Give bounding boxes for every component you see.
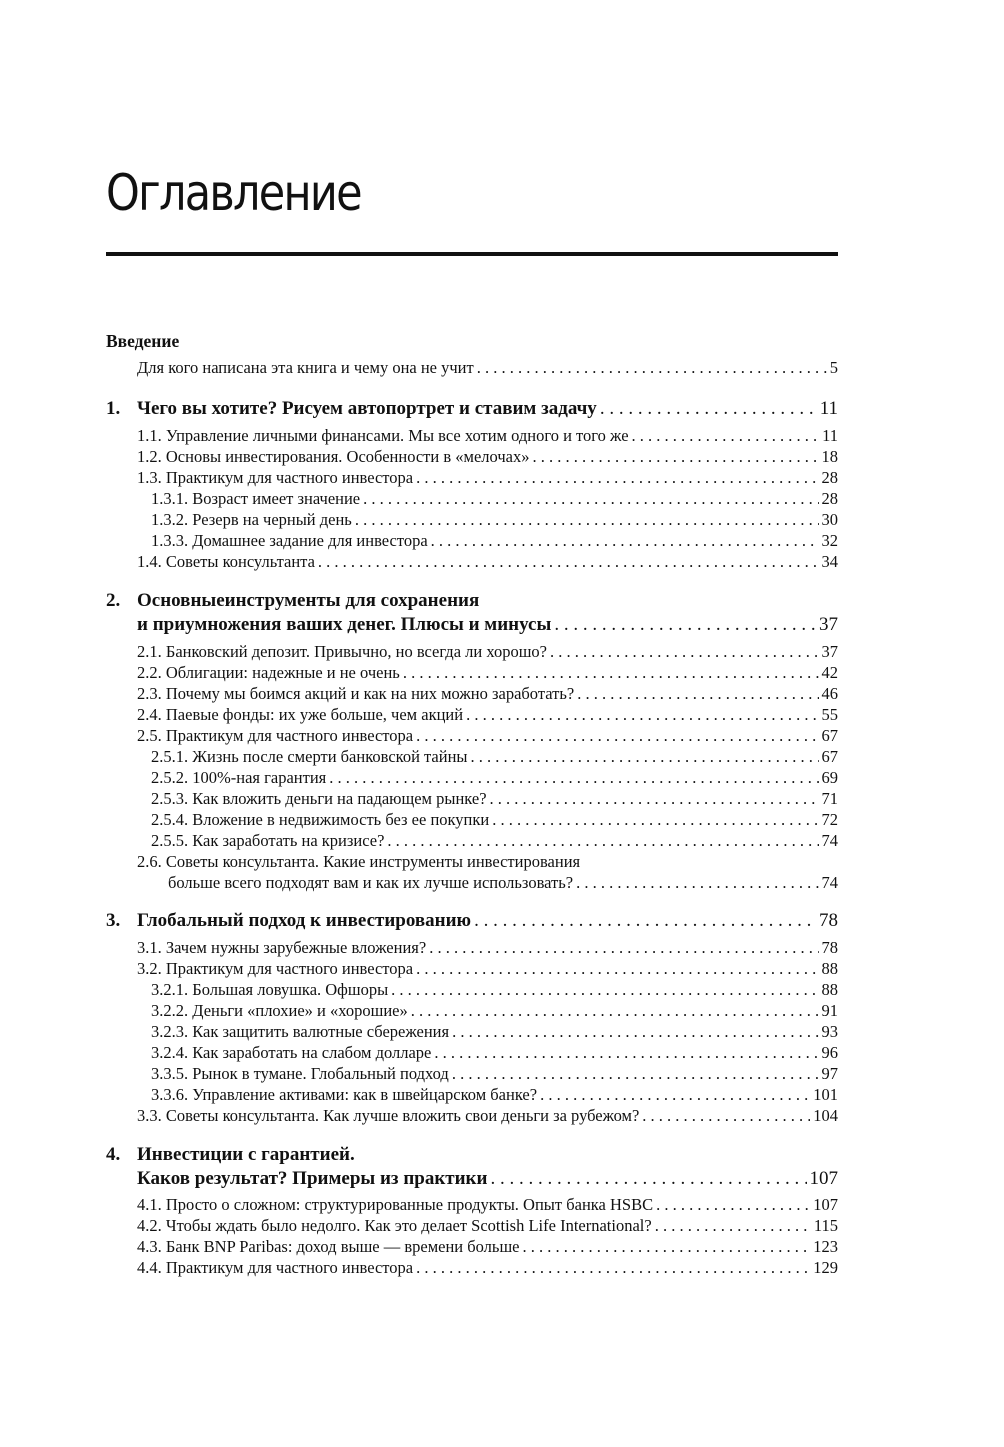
dot-leader	[576, 873, 818, 893]
toc-entry-title: 2.3. Почему мы боимся акций и как на них можно заработать?	[137, 684, 575, 703]
toc-entry-page: 37	[821, 642, 838, 661]
toc-entry-title: 2.1. Банковский депозит. Привычно, но всегда ли хорошо?	[137, 642, 547, 661]
toc-entry-title: 1.4. Советы консультанта	[137, 552, 315, 571]
toc-entry-page: 67	[821, 747, 838, 766]
toc-entry-page: 67	[821, 726, 838, 745]
chapter-number: 1.	[106, 398, 121, 419]
toc-entry-title: 2.5.5. Как заработать на кризисе?	[151, 831, 385, 850]
dot-leader	[416, 468, 818, 488]
dot-leader	[492, 810, 818, 830]
toc-entry-title: 2.5.1. Жизнь после смерти банковской тайны	[151, 747, 468, 766]
toc-entry-page: 55	[821, 705, 838, 724]
dot-leader	[387, 831, 818, 851]
toc-entry-page: 88	[821, 959, 838, 978]
chapter-number: 4.	[106, 1144, 121, 1165]
toc-entry-page: 123	[813, 1237, 838, 1256]
title-rule	[106, 252, 838, 256]
toc-entry-page: 28	[821, 468, 838, 487]
dot-leader	[656, 1195, 810, 1215]
toc-entry-title: 3.2.2. Деньги «плохие» и «хорошие»	[151, 1001, 408, 1020]
intro-heading: Введение	[106, 331, 180, 351]
toc-entry-page: 72	[821, 810, 838, 829]
toc-entry	[0, 1258, 1004, 1282]
chapter-page: 78	[819, 910, 838, 931]
chapter-page: 107	[809, 1168, 838, 1189]
toc-entry-page: 96	[821, 1043, 838, 1062]
dot-leader	[471, 747, 819, 767]
toc-entry-title: 4.3. Банк BNP Paribas: доход выше — времени больше	[137, 1237, 520, 1256]
dot-leader	[474, 910, 816, 932]
toc-entry-title: 3.3.6. Управление активами: как в швейцарском банке?	[151, 1085, 538, 1104]
dot-leader	[318, 552, 819, 572]
toc-entry-page: 93	[821, 1022, 838, 1041]
toc-entry-title: 1.3.1. Возраст имеет значение	[151, 489, 361, 508]
toc-entry-page: 28	[821, 489, 838, 508]
dot-leader	[431, 531, 819, 551]
chapter-title-line: и приумножения ваших денег. Плюсы и минусы	[137, 614, 552, 635]
toc-entry-page: 78	[821, 938, 838, 957]
dot-leader	[329, 768, 818, 788]
toc-entry-title: 1.2. Основы инвестирования. Особенности в «мелочах»	[137, 447, 530, 466]
toc-entry-page: 101	[813, 1085, 838, 1104]
toc-entry-page: 71	[821, 789, 838, 808]
dot-leader	[411, 1001, 819, 1021]
dot-leader	[522, 1237, 810, 1257]
dot-leader	[429, 938, 818, 958]
toc-entry-page: 32	[821, 531, 838, 550]
dot-leader	[632, 426, 820, 446]
toc-entry-page: 46	[821, 684, 838, 703]
chapter-heading	[0, 1144, 1004, 1168]
toc-entry-title: 3.2.1. Большая ловушка. Офшоры	[151, 980, 389, 999]
toc-entry-page: 107	[813, 1195, 838, 1214]
dot-leader	[550, 642, 819, 662]
toc-entry-title: Для кого написана эта книга и чему она не учит	[137, 358, 474, 377]
chapter-title-line: Инвестиции с гарантией.	[137, 1144, 355, 1165]
dot-leader	[490, 1168, 806, 1190]
toc-entry-page: 115	[813, 1216, 838, 1235]
toc-entry-page: 104	[813, 1106, 838, 1125]
dot-leader	[452, 1064, 819, 1084]
toc-entry-title: 2.5.2. 100%-ная гарантия	[151, 768, 327, 787]
toc-entry-page: 42	[821, 663, 838, 682]
toc-entry-continued	[0, 873, 1004, 897]
dot-leader	[416, 726, 818, 746]
dot-leader	[452, 1022, 818, 1042]
toc-entry-page: 11	[822, 426, 838, 445]
dot-leader	[391, 980, 818, 1000]
page-title: Оглавление	[106, 164, 361, 222]
dot-leader	[466, 705, 818, 725]
chapter-page: 37	[819, 614, 838, 635]
toc-entry-title: 1.3.2. Резерв на черный день	[151, 510, 352, 529]
toc-entry-title: 1.3.3. Домашнее задание для инвестора	[151, 531, 428, 550]
toc-entry-title: 2.4. Паевые фонды: их уже больше, чем акций	[137, 705, 464, 724]
toc-entry-page: 97	[821, 1064, 838, 1083]
dot-leader	[403, 663, 819, 683]
toc-entry-title: 1.1. Управление личными финансами. Мы все хотим одного и того же	[137, 426, 629, 445]
chapter-title: Чего вы хотите? Рисуем автопортрет и ставим задачу	[137, 398, 597, 419]
toc-entry-title: 3.1. Зачем нужны зарубежные вложения?	[137, 938, 427, 957]
toc-entry-title-line: больше всего подходят вам и как их лучше использовать?	[168, 873, 574, 892]
toc-entry-title: 3.2. Практикум для частного инвестора	[137, 959, 414, 978]
toc-entry-page: 5	[829, 358, 838, 377]
toc-entry-page: 69	[821, 768, 838, 787]
toc-entry-title: 4.2. Чтобы ждать было недолго. Как это делает Scottish Life International?	[137, 1216, 652, 1235]
toc-entry-page: 74	[821, 831, 838, 850]
toc-entry-title: 2.5.4. Вложение в недвижимость без ее покупки	[151, 810, 490, 829]
toc-entry-page: 18	[821, 447, 838, 466]
chapter-number: 3.	[106, 910, 121, 931]
toc-entry-title: 3.3.5. Рынок в тумане. Глобальный подход	[151, 1064, 449, 1083]
dot-leader	[554, 614, 816, 636]
toc-entry-title: 4.1. Просто о сложном: структурированные продукты. Опыт банка HSBC	[137, 1195, 654, 1214]
toc-entry-title: 4.4. Практикум для частного инвестора	[137, 1258, 414, 1277]
dot-leader	[540, 1085, 810, 1105]
dot-leader	[490, 789, 819, 809]
dot-leader	[532, 447, 818, 467]
toc-entry-title: 1.3. Практикум для частного инвестора	[137, 468, 414, 487]
toc-entry	[0, 1106, 1004, 1130]
dot-leader	[600, 398, 817, 420]
chapter-heading-continued	[0, 1168, 1004, 1192]
toc-entry-title: 2.5.3. Как вложить деньги на падающем рынке?	[151, 789, 487, 808]
toc-entry-title: 3.2.3. Как защитить валютные сбережения	[151, 1022, 450, 1041]
toc-entry-page: 30	[821, 510, 838, 529]
chapter-heading	[0, 910, 1004, 934]
toc-entry-title: 3.3. Советы консультанта. Как лучше вложить свои деньги за рубежом?	[137, 1106, 640, 1125]
dot-leader	[355, 510, 819, 530]
chapter-number: 2.	[106, 590, 121, 611]
chapter-heading-continued	[0, 614, 1004, 638]
chapter-heading	[0, 590, 1004, 614]
toc-entry-title: 3.2.4. Как заработать на слабом долларе	[151, 1043, 432, 1062]
toc-entry-page: 74	[821, 873, 838, 892]
dot-leader	[477, 358, 827, 378]
chapter-title-line: Основныеинструменты для сохранения	[137, 590, 480, 611]
chapter-heading	[0, 398, 1004, 422]
chapter-title-line: Каков результат? Примеры из практики	[137, 1168, 488, 1189]
toc-entry-page: 34	[821, 552, 838, 571]
toc-entry	[0, 552, 1004, 576]
chapter-page: 11	[819, 398, 838, 419]
toc-entry-page: 88	[821, 980, 838, 999]
dot-leader	[577, 684, 818, 704]
toc-entry	[0, 358, 1004, 382]
dot-leader	[655, 1216, 811, 1236]
toc-entry-page: 129	[813, 1258, 838, 1277]
dot-leader	[416, 1258, 810, 1278]
toc-entry-page: 91	[821, 1001, 838, 1020]
chapter-title: Глобальный подход к инвестированию	[137, 910, 472, 931]
dot-leader	[434, 1043, 818, 1063]
dot-leader	[642, 1106, 810, 1126]
toc-entry-title: 2.5. Практикум для частного инвестора	[137, 726, 414, 745]
toc-entry-title: 2.2. Облигации: надежные и не очень	[137, 663, 400, 682]
dot-leader	[416, 959, 818, 979]
dot-leader	[363, 489, 818, 509]
toc-entry-title-line: 2.6. Советы консультанта. Какие инструменты инвестирования	[137, 852, 581, 871]
